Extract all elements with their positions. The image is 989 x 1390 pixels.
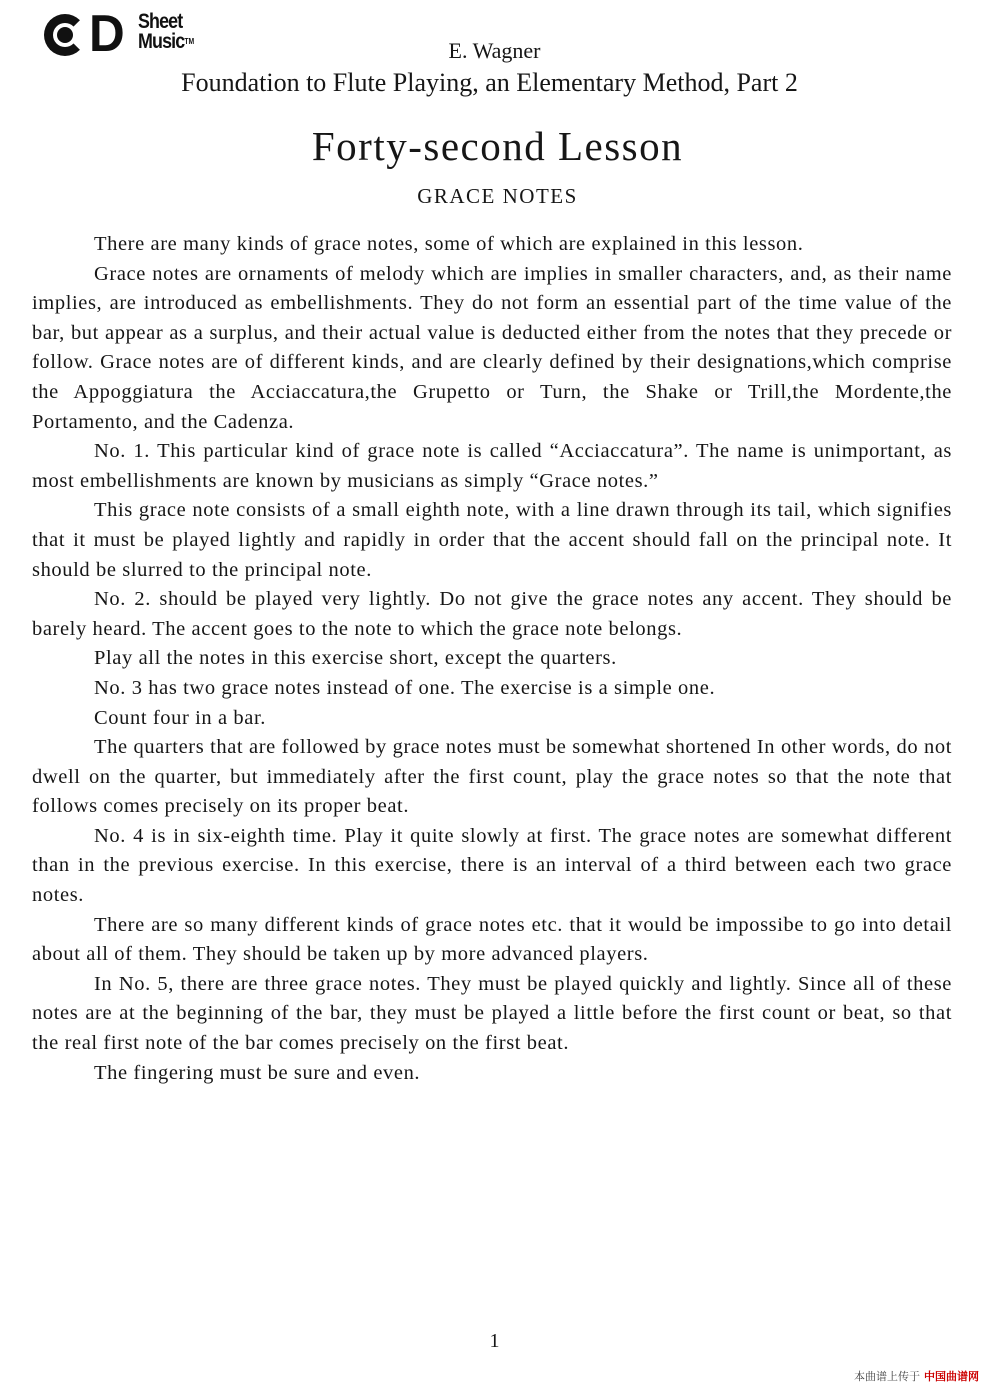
work-title: Foundation to Flute Playing, an Elementary Method, Part 2 [181,68,798,97]
site-watermark [854,1368,979,1384]
paragraph: No. 2. should be played very lightly. Do not give the grace notes any accent. They should be barely heard. The accent goes to the note to which the grace note belongs. [32,588,952,640]
paragraph: There are so many different kinds of grace notes etc. that it would be impossibe to go into detail about all of them. They should be taken up by more advanced players. [32,913,952,966]
composer-name: E. Wagner [448,38,541,63]
logo-trademark: TM [184,37,195,46]
page-number: 1 [489,1330,500,1352]
logo-word-sheet: Sheet [138,10,183,33]
paragraph: Grace notes are ornaments of melody which are implies in smaller characters, and, as their name implies, are introduced as embellishments. They do not form an essential part of the time value of the bar, but appear as a surplus, and their actual value is deducted either from the notes that they precede or follow. Grace notes are of different kinds, and are clearly defined by their designations,which comprise the Appoggiatura the Acciaccatura,the Grupetto or Turn, the Shake or Trill,the Mordente,the Portamento, and the Cadenza. [32,262,952,433]
paragraph: The quarters that are followed by grace notes must be somewhat shortened In other words, do not dwell on the quarter, but immediately after the first count, play the grace notes so that the note that follows comes precisely on its proper beat. [32,736,952,818]
paragraph: Count four in a bar. [94,706,266,729]
watermark-text: 本曲谱上传于 [854,1370,920,1383]
paragraph: In No. 5, there are three grace notes. They must be played quickly and lightly. Since all of these notes are at the beginning of the bar, they must be played a little before the first count or beat, so that the real first note of the bar comes precisely on the first beat. [32,972,952,1055]
paragraph: No. 1. This particular kind of grace note is called “Acciaccatura”. The name is unimportant, as most embellishments are known by musicians as simply “Grace notes.” [32,440,952,492]
section-heading: GRACE NOTES [417,184,578,208]
paragraph: No. 4 is in six-eighth time. Play it quite slowly at first. The grace notes are somewhat different than in the previous exercise. In this exercise, there is an interval of a third between each two grace notes. [32,824,952,907]
paragraph: No. 3 has two grace notes instead of one. The exercise is a simple one. [94,676,716,699]
watermark-site-name: 中国曲谱网 [924,1370,979,1383]
lesson-title: Forty-second Lesson [311,123,684,169]
paragraph: There are many kinds of grace notes, some of which are explained in this lesson. [94,233,804,255]
lesson-body [32,230,952,1088]
paragraph: This grace note consists of a small eighth note, with a line drawn through its tail, which signifies that it must be played lightly and rapidly in order that the accent should fall on the principal note. It should be slurred to the principal note. [32,499,952,581]
logo-word-music: Music™ [138,30,195,53]
paragraph: Play all the notes in this exercise short, except the quarters. [94,647,617,670]
logo-d-mark: D [88,5,125,63]
paragraph: The fingering must be sure and even. [94,1061,421,1084]
